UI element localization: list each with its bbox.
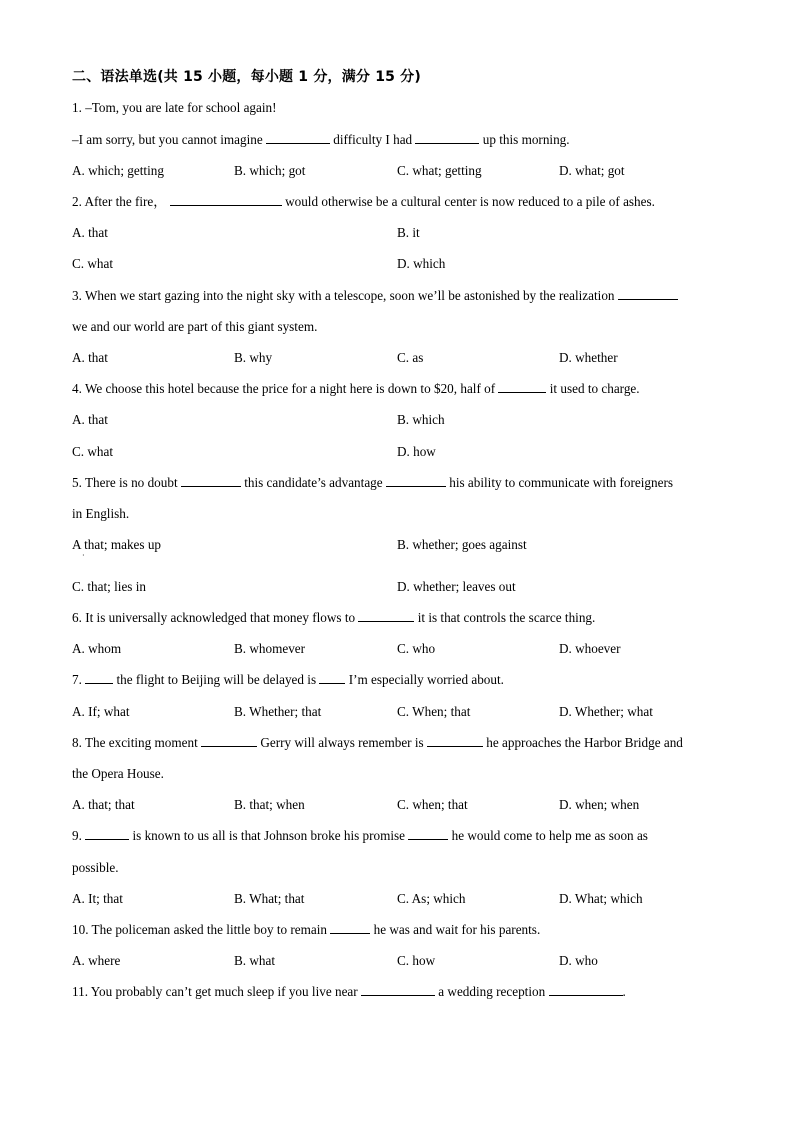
q4-line1: [72, 380, 640, 398]
q5-text-c: his ability to communicate with foreigners: [449, 475, 673, 490]
q8-option-a: A. that; that: [72, 797, 135, 812]
q7-text-b: the flight to Beijing will be delayed is: [116, 672, 317, 687]
q4-text-a: 4. We choose this hotel because the price for a night here is down to $20, half of: [72, 381, 496, 396]
answer-blank: [181, 474, 241, 487]
q8-text-a: 8. The exciting moment: [72, 735, 198, 750]
q5-option-a: A that; makes up: [72, 537, 162, 552]
q5-line2: in English.: [72, 506, 130, 521]
q4-option-b: B. which: [397, 412, 445, 427]
answer-blank: [415, 131, 479, 144]
q1-text-c: up this morning.: [482, 132, 570, 147]
q2-text-b: would otherwise be a cultural center is now reduced to a pile of ashes.: [285, 194, 655, 209]
q3-line2: we and our world are part of this giant system.: [72, 319, 318, 334]
q1-text-b: difficulty I had: [333, 132, 413, 147]
answer-blank: [201, 734, 257, 747]
q4-option-a: A. that: [72, 412, 108, 427]
q1-text-a: –I am sorry, but you cannot imagine: [72, 132, 263, 147]
q2-option-d: D. which: [397, 256, 446, 271]
q9-text-c: he would come to help me as soon as: [451, 828, 648, 843]
answer-blank: [358, 609, 414, 622]
answer-blank: [170, 193, 282, 206]
q6-line1: [72, 609, 595, 627]
q6-option-c: C. who: [397, 641, 436, 656]
q1-option-a: A. which; getting: [72, 163, 164, 178]
answer-blank: [386, 474, 446, 487]
answer-blank: [361, 983, 435, 996]
q2-text-a: 2. After the fire，: [72, 194, 167, 209]
answer-blank: [408, 827, 448, 840]
q9-option-a: A. It; that: [72, 891, 123, 906]
answer-blank: [85, 671, 113, 684]
q10-line1: [72, 921, 540, 939]
q7-option-a: A. If; what: [72, 704, 130, 719]
q3-option-c: C. as: [397, 350, 424, 365]
q11-line1: [72, 983, 626, 1001]
q3-text-a: 3. When we start gazing into the night sky with a telescope, soon we’ll be astonished by the realization: [72, 288, 615, 303]
answer-blank: [498, 380, 546, 393]
q8-text-b: Gerry will always remember is: [260, 735, 424, 750]
q10-option-b: B. what: [234, 953, 276, 968]
q6-option-a: A. whom: [72, 641, 122, 656]
q3-line1: [72, 287, 678, 305]
q1-option-c: C. what; getting: [397, 163, 482, 178]
q7-option-c: C. When; that: [397, 704, 471, 719]
q8-line2: the Opera House.: [72, 766, 164, 781]
answer-blank: [85, 827, 129, 840]
q6-text-a: 6. It is universally acknowledged that money flows to: [72, 610, 356, 625]
section-title: 二、语法单选(共 15 小题，每小题 1 分，满分 15 分): [72, 69, 421, 85]
q11-text-a: 11. You probably can’t get much sleep if you live near: [72, 984, 358, 999]
q2-option-c: C. what: [72, 256, 114, 271]
answer-blank: [330, 921, 370, 934]
q7-line1: [72, 671, 504, 689]
q8-text-c: he approaches the Harbor Bridge and: [486, 735, 683, 750]
q6-text-b: it is that controls the scarce thing.: [417, 610, 596, 625]
answer-blank: [618, 287, 678, 300]
q8-option-c: C. when; that: [397, 797, 468, 812]
q2-option-b: B. it: [397, 225, 420, 240]
q3-option-d: D. whether: [559, 350, 618, 365]
q11-text-c: .: [622, 984, 626, 999]
q1-line1: 1. –Tom, you are late for school again!: [72, 100, 277, 115]
q2-line1: [72, 193, 655, 211]
q7-option-d: D. Whether; what: [559, 704, 653, 719]
q8-option-d: D. when; when: [559, 797, 640, 812]
q10-option-d: D. who: [559, 953, 598, 968]
q3-option-a: A. that: [72, 350, 108, 365]
q10-text-b: he was and wait for his parents.: [373, 922, 541, 937]
q7-text-a: 7.: [72, 672, 82, 687]
q7-option-b: B. Whether; that: [234, 704, 322, 719]
q1-option-d: D. what; got: [559, 163, 625, 178]
q5-option-d: D. whether; leaves out: [397, 579, 516, 594]
q10-option-c: C. how: [397, 953, 436, 968]
q9-option-b: B. What; that: [234, 891, 305, 906]
q2-option-a: A. that: [72, 225, 108, 240]
q9-text-b: is known to us all is that Johnson broke his promise: [132, 828, 406, 843]
q9-line1: [72, 827, 648, 845]
dot-mark: ·: [82, 551, 85, 560]
q6-option-b: B. whomever: [234, 641, 306, 656]
q3-option-b: B. why: [234, 350, 273, 365]
q11-text-b: a wedding reception: [438, 984, 546, 999]
q5-option-c: C. that; lies in: [72, 579, 146, 594]
q5-option-b: B. whether; goes against: [397, 537, 527, 552]
q7-text-c: I’m especially worried about.: [348, 672, 504, 687]
q9-option-c: C. As; which: [397, 891, 466, 906]
q9-line2: possible.: [72, 860, 119, 875]
q10-text-a: 10. The policeman asked the little boy to remain: [72, 922, 328, 937]
answer-blank: [427, 734, 483, 747]
q8-option-b: B. that; when: [234, 797, 305, 812]
q4-option-d: D. how: [397, 444, 436, 459]
q4-text-b: it used to charge.: [549, 381, 640, 396]
q5-text-a: 5. There is no doubt: [72, 475, 178, 490]
q1-option-b: B. which; got: [234, 163, 306, 178]
q9-option-d: D. What; which: [559, 891, 643, 906]
q10-option-a: A. where: [72, 953, 121, 968]
q1-line2: [72, 131, 570, 149]
q8-line1: [72, 734, 683, 752]
answer-blank: [319, 671, 345, 684]
q4-option-c: C. what: [72, 444, 114, 459]
q5-text-b: this candidate’s advantage: [244, 475, 383, 490]
answer-blank: [549, 983, 623, 996]
q6-option-d: D. whoever: [559, 641, 621, 656]
q5-line1: [72, 474, 673, 492]
q9-text-a: 9.: [72, 828, 82, 843]
answer-blank: [266, 131, 330, 144]
